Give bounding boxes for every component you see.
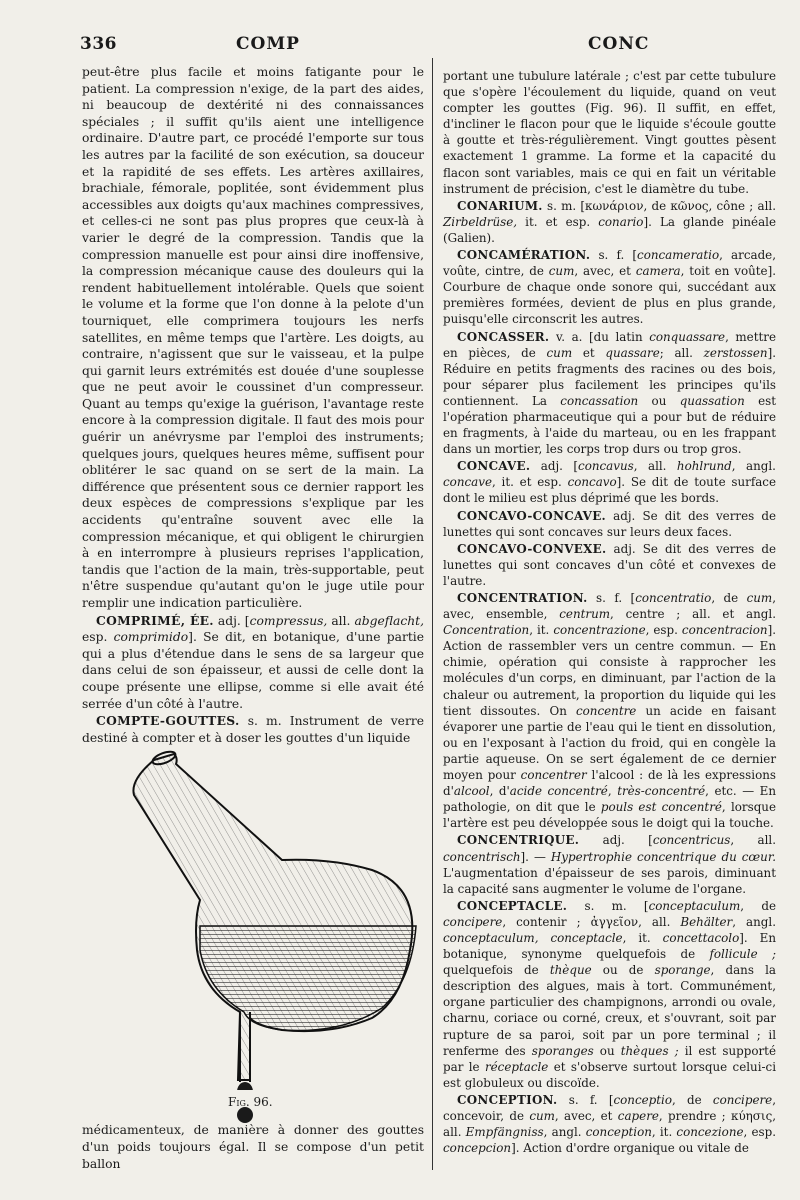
left-column [82, 64, 424, 1172]
entry-headword: CONCEPTACLE. [457, 898, 568, 913]
entry-continuation: portant une tubulure latérale ; c'est par cette tubulure que s'opère l'écoulement du liquide, quand on veut compter les gouttes (Fig. 96). Il suffit, en effet, d'incliner le flacon pour que le liquide s'écoule goutte à goutte et très-régulièrement. Vingt gouttes pèsent exactement 1 gramme. La forme et la capacité du flacon sont variables, mais ce qui en fait un véritable instrument de précision, c'est le diamètre du tube. [443, 69, 776, 196]
page-number: 336 [80, 34, 117, 54]
drop-counter-illustration [82, 750, 424, 1090]
figure-caption: Fig. 96. [228, 1095, 273, 1110]
entry-headword: CONCAVO-CONCAVE. [457, 508, 607, 523]
entry-headword: CONARIUM. [457, 198, 543, 213]
entry-compte-gouttes-continued: médicamenteux, de manière à donner des gouttes d'un poids toujours égal. Il se compose d'un petit ballon [82, 1123, 424, 1171]
entry-comprime: COMPRIMÉ, ÉE. adj. [compressus, all. abgeflacht, esp. comprimido]. Se dit, en botanique, d'une partie qui a plus d'étendue dans le sens de sa largeur que dans celui de son épaisseur, et aussi de celle dont la coupe présente une ellipse, comme si elle avait été serrée d'un côté à l'autre. [82, 612, 424, 711]
entry-headword: CONCAMÉRATION. [457, 248, 591, 263]
entry-concentrique: CONCENTRIQUE. adj. [concentricus, all. concentrisch]. — Hypertrophie concentrique du cœur. L'augmentation d'épaisseur de ses parois, diminuant la capacité sans augmenter le volume de l'organe. [443, 833, 776, 896]
entry-concentration: CONCENTRATION. s. f. [concentratio, de cum, avec, ensemble, centrum, centre ; all. et angl. Concentration, it. concentrazione, esp. concentracion]. Action de rassembler vers un centre commun. — En chimie, opération qui consiste à rapprocher les molécules d'un corps, en diminuant, par l'action de la chaleur ou autrement, la proportion du liquide qui les tient dissoutes. On concentre un acide en faisant évaporer une partie de l'eau qui le tient en dissolution, ou en l'exposant à l'action du froid, qui en congèle la partie aqueuse. On se sert également de ce dernier moyen pour concentrer l'alcool : de là les expressions d'alcool, d'acide concentré, très-concentré, etc. — En pathologie, on dit que le pouls est concentré, lorsque l'artère est peu développée sous le doigt qui la touche. [443, 591, 777, 831]
entry-headword: CONCAVE. [457, 459, 531, 474]
entry-headword: CONCENTRATION. [457, 591, 588, 605]
entry-headword: CONCAVO-CONVEXE. [457, 541, 607, 556]
right-column [443, 68, 776, 1156]
entry-concavo-concave: CONCAVO-CONCAVE. adj. Se dit des verres de lunettes qui sont concaves sur leurs deux faces. [443, 508, 776, 539]
entry-concavo-convexe: CONCAVO-CONVEXE. adj. Se dit des verres de lunettes qui sont concaves d'un côté et convexes de l'autre. [443, 541, 776, 588]
entry-concameration: CONCAMÉRATION. s. f. [concameratio, arcade, voûte, cintre, de cum, avec, et camera, toit en voûte]. Courbure de chaque onde sonore qui, succédant aux premières formées, devient de plus en plus grande, puisqu'elle circonscrit les autres. [443, 248, 776, 327]
entry-conception: CONCEPTION. s. f. [conceptio, de concipere, concevoir, de cum, avec, et capere, prendre ; κύησις, all. Empfängniss, angl. conception, it. concezione, esp. concepcion]. Action d'ordre organique ou vitale de [443, 1092, 777, 1156]
figure-96-drop-counter [82, 750, 424, 1120]
entry-headword: COMPTE-GOUTTES. [96, 713, 240, 729]
entry-concasser: CONCASSER. v. a. [du latin conquassare, mettre en pièces, de cum et quassare; all. zerstossen]. Réduire en petits fragments des racines ou des bois, pour séparer plus facilement les principes qu'ils contiennent. La concassation ou quassation est l'opération pharmaceutique qui a pour but de réduire en fragments, à l'aide du marteau, ou en les frappant dans un mortier, les corps trop durs ou trop gros. [443, 329, 776, 457]
entry-compte-gouttes: COMPTE-GOUTTES. s. m. Instrument de verre destiné à compter et à doser les gouttes d'un liquide [82, 713, 424, 745]
column-divider [432, 58, 433, 1170]
entry-conceptacle: CONCEPTACLE. s. m. [conceptaculum, de concipere, contenir ; ἀγγεῖον, all. Behälter, angl. conceptaculum, conceptacle, it. concettacolo]. En botanique, synonyme quelquefois de follicule ; quelquefois de thèque ou de sporange, dans la description des algues, mais à tort. Communément, organe particulier des champignons, arrondi ou ovale, charnu, coriace ou corné, creux, et s'ouvrant, soit par rupture de sa paroi, soit par un pore terminal ; il renferme des sporanges ou thèques ; il est supporté par le réceptacle et s'observe surtout lorsque celui-ci est globuleux ou discoïde. [443, 898, 776, 1090]
right-guide-word: CONC [588, 34, 650, 54]
left-guide-word: COMP [236, 34, 300, 54]
running-header [80, 34, 780, 58]
entry-headword: CONCEPTION. [457, 1092, 558, 1107]
entry-headword: COMPRIMÉ, ÉE. [96, 612, 214, 628]
entry-conarium: CONARIUM. s. m. [κωνάριον, de κῶνος, cône ; all. Zirbeldrüse, it. et esp. conario]. La glande pinéale (Galien). [443, 198, 777, 245]
entry-headword: CONCENTRIQUE. [457, 833, 580, 848]
entry-headword: CONCASSER. [457, 329, 550, 344]
entry-concave: CONCAVE. adj. [concavus, all. hohlrund, angl. concave, it. et esp. concavo]. Se dit de toute surface dont le milieu est plus déprimé que les bords. [443, 459, 777, 506]
entry-continuation: peut-être plus facile et moins fatigante pour le patient. La compression n'exige, de la part des aides, ni beaucoup de dextérité ni des connaissances spéciales ; il suffit qu'ils aient une intelligence ordinaire. D'autre part, ce procédé l'emporte sur tous les autres par la facilité de son exécution, sa douceur et la rapidité de ses effets. Les artères axillaires, brachiale, fémorale, poplitée, sont évidemment plus accessibles aux doigts qu'aux machines compressives, et celles-ci ne sont pas plus propres que ceux-là à varier le degré de la compression. Tandis que la compression manuelle est pour ainsi dire inoffensive, la compression mécanique cause des douleurs qui la rendent habituellement intolérable. Quels que soient le volume et la forme que l'on donne à la pelote d'un tourniquet, elle comprimera toujours les nerfs satellites, en même temps que l'artère. Les doigts, au contraire, n'agissent que sur le vaisseau, et la pulpe qui garnit leurs extrémités est douée d'une souplesse que ne peut avoir le coussinet d'un compresseur. Quant au temps qu'exige la guérison, l'avantage reste encore à la compression digitale. Il faut des mois pour guérir un anévrysme par l'emploi des instruments; quelques jours, quelques heures même, suffisent pour oblitérer le sac quand on se sert de la main. La différence que présentent sous ce dernier rapport les deux espèces de compressions s'explique par les accidents qu'entraîne souvent avec elle la compression mécanique, et qui obligent le chirurgien à en interrompre à plusieurs reprises l'application, tandis que l'action de la main, très-supportable, peut n'être suspendue qu'autant qu'on le juge utile pour remplir une indication particulière. [82, 65, 424, 610]
